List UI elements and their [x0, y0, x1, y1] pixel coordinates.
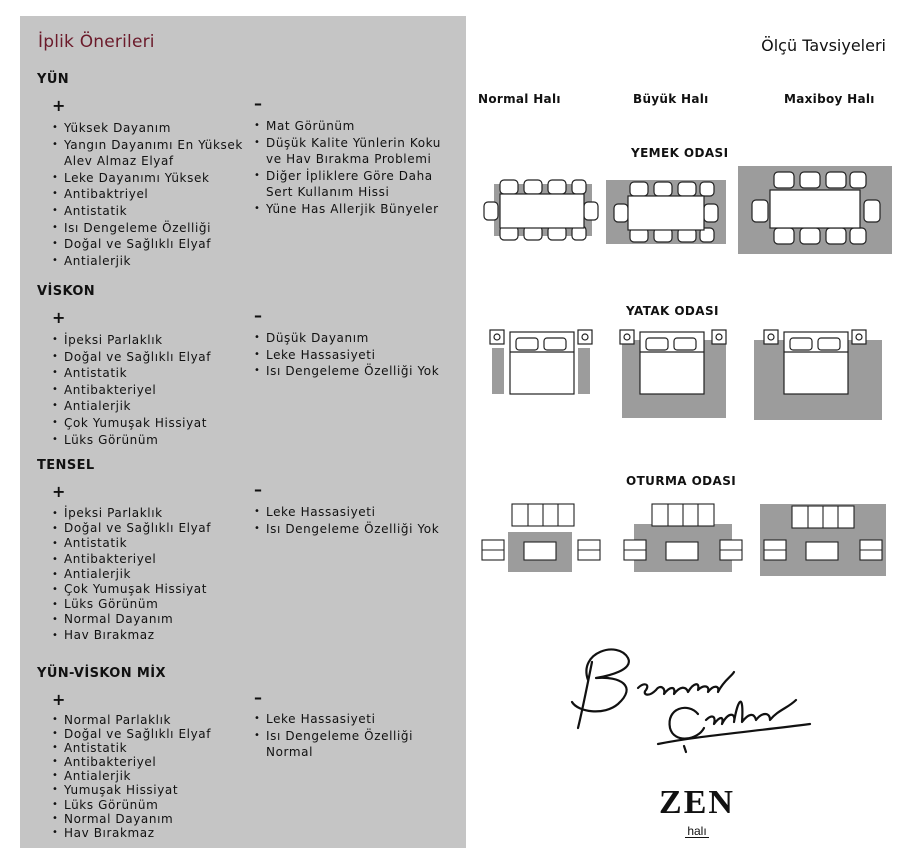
yarn-recommendations-panel: [20, 16, 466, 848]
cons-list-mix: [254, 711, 456, 761]
list-item: • Normal Dayanım: [52, 812, 250, 826]
plus-sign: +: [52, 690, 66, 709]
pros-list-mix: [52, 713, 250, 840]
list-item: • Çok Yumuşak Hissiyat: [52, 582, 250, 597]
list-item: • Antialerjik: [52, 398, 250, 415]
list-item: • Antibakteriyel: [52, 382, 250, 399]
plus-sign: +: [52, 482, 66, 501]
bedroom-large-rug-diagram: [612, 326, 738, 422]
panel-title: İplik Önerileri: [38, 32, 155, 52]
list-item: • Doğal ve Sağlıklı Elyaf: [52, 521, 250, 536]
list-item: • Leke Dayanımı Yüksek: [52, 170, 250, 187]
list-item: • Yumuşak Hissiyat: [52, 783, 250, 797]
section-title-yun-viskon-mix: YÜN-VİSKON MİX: [37, 666, 166, 681]
list-item: • Hav Bırakmaz: [52, 628, 250, 643]
list-item: • Lüks Görünüm: [52, 597, 250, 612]
list-item: • Yangın Dayanımı En Yüksek Alev Almaz Elyaf: [52, 137, 250, 170]
list-item: • Isı Dengeleme Özelliği Yok: [254, 363, 456, 380]
living-maxiboy-rug-diagram: [756, 496, 890, 578]
list-item: • Isı Dengeleme Özelliği Yok: [254, 521, 456, 538]
room-label-dining: YEMEK ODASI: [631, 146, 729, 160]
pros-list-viskon: [52, 332, 250, 448]
dining-normal-rug-diagram: [478, 170, 608, 250]
list-item: • Antibakteriyel: [52, 755, 250, 769]
list-item: • Doğal ve Sağlıklı Elyaf: [52, 727, 250, 741]
list-item: • Antistatik: [52, 203, 250, 220]
living-normal-rug-diagram: [474, 496, 608, 574]
minus-sign: –: [254, 480, 262, 499]
logo-wordmark: ZEN: [659, 784, 735, 821]
logo-subtitle: halı: [687, 824, 707, 838]
section-title-tensel: TENSEL: [37, 458, 95, 473]
pros-list-tensel: [52, 506, 250, 643]
brand-signature: [548, 632, 818, 756]
section-title-viskon: VİSKON: [37, 284, 96, 299]
list-item: • Lüks Görünüm: [52, 798, 250, 812]
list-item: • Antistatik: [52, 365, 250, 382]
column-label-normal: Normal Halı: [478, 92, 561, 106]
plus-sign: +: [52, 96, 66, 115]
list-item: • Antialerjik: [52, 253, 250, 270]
list-item: • Lüks Görünüm: [52, 432, 250, 449]
list-item: • İpeksi Parlaklık: [52, 332, 250, 349]
list-item: • Çok Yumuşak Hissiyat: [52, 415, 250, 432]
list-item: • Leke Hassasiyeti: [254, 711, 456, 728]
list-item: • Leke Hassasiyeti: [254, 504, 456, 521]
list-item: • Isı Dengeleme Özelliği Normal: [254, 728, 456, 761]
list-item: • Antistatik: [52, 741, 250, 755]
living-large-rug-diagram: [616, 496, 750, 574]
list-item: • İpeksi Parlaklık: [52, 506, 250, 521]
list-item: • Antibakteriyel: [52, 552, 250, 567]
list-item: • Normal Parlaklık: [52, 713, 250, 727]
list-item: • Antibaktriyel: [52, 186, 250, 203]
list-item: • Isı Dengeleme Özelliği: [52, 220, 250, 237]
column-label-large: Büyük Halı: [633, 92, 709, 106]
list-item: • Yüksek Dayanım: [52, 120, 250, 137]
room-label-living: OTURMA ODASI: [626, 474, 737, 488]
list-item: • Antialerjik: [52, 567, 250, 582]
cons-list-viskon: [254, 330, 456, 380]
list-item: • Yüne Has Allerjik Bünyeler: [254, 201, 456, 218]
bedroom-normal-rug-diagram: [486, 326, 602, 398]
list-item: • Hav Bırakmaz: [52, 826, 250, 840]
list-item: • Düşük Kalite Yünlerin Koku ve Hav Bırakma Problemi: [254, 135, 456, 168]
list-item: • Doğal ve Sağlıklı Elyaf: [52, 349, 250, 366]
list-item: • Düşük Dayanım: [254, 330, 456, 347]
plus-sign: +: [52, 308, 66, 327]
column-label-maxiboy: Maxiboy Halı: [784, 92, 875, 106]
list-item: • Normal Dayanım: [52, 612, 250, 627]
list-item: • Antialerjik: [52, 769, 250, 783]
bedroom-maxiboy-rug-diagram: [752, 326, 886, 422]
list-item: • Doğal ve Sağlıklı Elyaf: [52, 236, 250, 253]
list-item: • Leke Hassasiyeti: [254, 347, 456, 364]
list-item: • Mat Görünüm: [254, 118, 456, 135]
dining-large-rug-diagram: [604, 170, 734, 250]
size-recommendations-title: Ölçü Tavsiyeleri: [761, 36, 886, 55]
cons-list-tensel: [254, 504, 456, 537]
dining-maxiboy-rug-diagram: [736, 164, 896, 256]
cons-list-yun: [254, 118, 456, 218]
minus-sign: –: [254, 94, 262, 113]
list-item: • Diğer İpliklere Göre Daha Sert Kullanım Hissi: [254, 168, 456, 201]
zen-logo: [652, 786, 742, 839]
section-title-yun: YÜN: [37, 72, 70, 87]
minus-sign: –: [254, 306, 262, 325]
minus-sign: –: [254, 688, 262, 707]
pros-list-yun: [52, 120, 250, 269]
list-item: • Antistatik: [52, 536, 250, 551]
room-label-bedroom: YATAK ODASI: [626, 304, 719, 318]
